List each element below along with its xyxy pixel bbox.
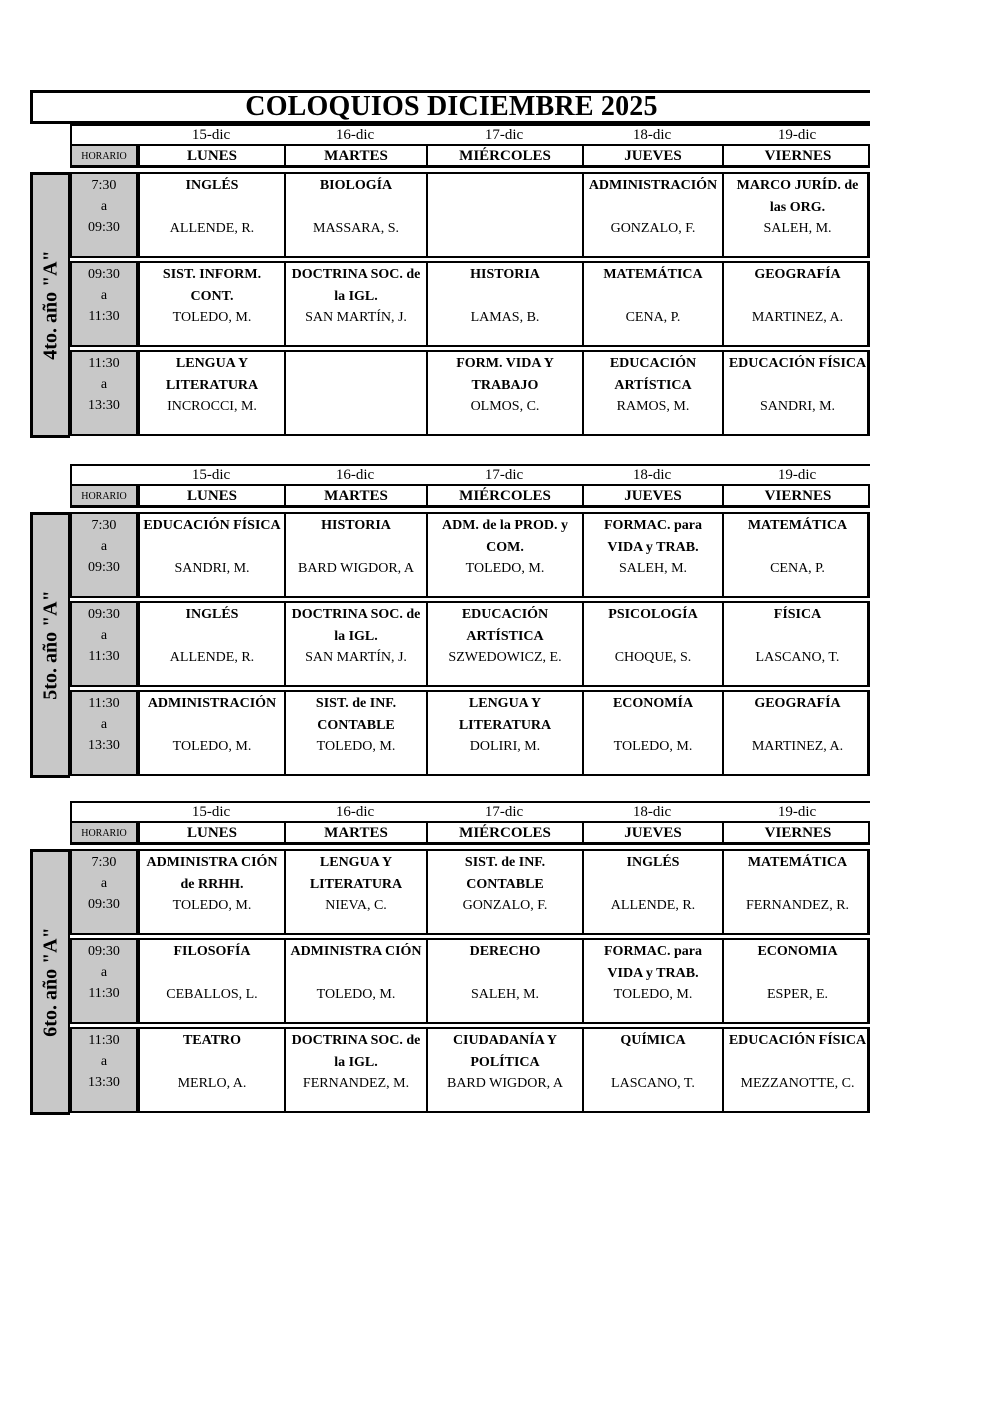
day-header: JUEVES (582, 486, 722, 505)
day-header: LUNES (138, 486, 284, 505)
schedule-block (30, 464, 872, 780)
teacher-name: DOLIRI, M. (469, 739, 541, 754)
teacher-name: GONZALO, F. (610, 221, 696, 236)
schedule-cell (722, 692, 871, 774)
schedule-cell (722, 940, 871, 1022)
time-connector: a (100, 539, 108, 554)
subject-name: COM. (486, 540, 524, 555)
schedule-cell (582, 263, 722, 345)
teacher-name: ALLENDE, R. (169, 650, 255, 665)
time-slot-row (70, 601, 870, 687)
time-range (72, 940, 138, 1022)
day-header: JUEVES (582, 823, 722, 842)
teacher-name: FERNANDEZ, M. (302, 1076, 410, 1091)
schedule-cell (722, 514, 871, 596)
subject-name: HISTORIA (470, 267, 540, 282)
time-range (72, 263, 138, 345)
subject-name: las ORG. (769, 200, 826, 215)
subject-name: LITERATURA (165, 378, 259, 393)
subject-name: LENGUA Y (175, 356, 249, 371)
date-label: 15-dic (191, 804, 231, 820)
subject-name: FORMAC. para (604, 518, 702, 533)
subject-name: CONTABLE (317, 718, 395, 733)
subject-name: VIDA y TRAB. (607, 966, 699, 981)
time-slot-row (70, 1027, 870, 1113)
subject-name: FORM. VIDA Y (456, 356, 554, 371)
teacher-name: BARD WIGDOR, A (446, 1076, 564, 1091)
day-header: VIERNES (722, 823, 872, 842)
subject-name: CIUDADANÍA Y (452, 1033, 558, 1048)
group-label: 6to. año "A" (39, 927, 61, 1037)
subject-name: EDUCACIÓN FÍSICA (728, 1033, 867, 1048)
teacher-name: SALEH, M. (470, 987, 540, 1002)
schedule-cell (138, 174, 284, 256)
day-header: MARTES (284, 823, 426, 842)
date-label: 16-dic (335, 127, 375, 143)
subject-name: la IGL. (334, 629, 378, 644)
time-slot-row (70, 261, 870, 347)
schedule-cell (284, 263, 426, 345)
group-label: 5to. año "A" (39, 590, 61, 700)
schedule-cell (426, 352, 582, 434)
time-end: 13:30 (88, 1075, 120, 1090)
teacher-name: SALEH, M. (618, 561, 688, 576)
subject-name: DOCTRINA SOC. de (291, 1033, 421, 1048)
teacher-name: ALLENDE, R. (610, 898, 696, 913)
horario-label: HORARIO (72, 146, 138, 165)
schedule-cell (284, 174, 426, 256)
schedule-cell (722, 603, 871, 685)
time-start: 7:30 (91, 518, 117, 533)
schedule-cell (426, 603, 582, 685)
time-end: 09:30 (88, 560, 120, 575)
teacher-name: NIEVA, C. (325, 898, 387, 913)
schedule-cell (138, 263, 284, 345)
schedule-cell (582, 1029, 722, 1111)
teacher-name: LASCANO, T. (755, 650, 840, 665)
subject-name: SIST. de INF. (464, 855, 546, 870)
teacher-name: TOLEDO, M. (172, 898, 252, 913)
time-slot-row (70, 849, 870, 935)
date-label: 17-dic (484, 804, 524, 820)
schedule-cell (426, 692, 582, 774)
subject-name: MARCO JURÍD. de (736, 178, 859, 193)
teacher-name: FERNANDEZ, R. (745, 898, 850, 913)
subject-name: DOCTRINA SOC. de (291, 607, 421, 622)
subject-name: la IGL. (334, 289, 378, 304)
time-end: 11:30 (88, 309, 120, 324)
teacher-name: SANDRI, M. (759, 399, 836, 414)
time-connector: a (100, 1054, 108, 1069)
schedule-cell (284, 1029, 426, 1111)
schedule-cell (138, 851, 284, 933)
teacher-name: CEBALLOS, L. (166, 987, 258, 1002)
day-header: MARTES (284, 146, 426, 165)
subject-name: CONTABLE (466, 877, 544, 892)
schedule-cell (426, 940, 582, 1022)
days-header (70, 144, 870, 168)
day-header: LUNES (138, 146, 284, 165)
time-start: 11:30 (88, 696, 120, 711)
subject-name: EDUCACIÓN (609, 356, 697, 371)
subject-name: POLÍTICA (470, 1055, 540, 1070)
dates-row (70, 124, 870, 144)
time-start: 11:30 (88, 356, 120, 371)
teacher-name: ESPER, E. (766, 987, 829, 1002)
time-start: 09:30 (88, 607, 120, 622)
subject-name: LITERATURA (309, 877, 403, 892)
teacher-name: RAMOS, M. (616, 399, 690, 414)
time-end: 11:30 (88, 649, 120, 664)
teacher-name: CHOQUE, S. (614, 650, 692, 665)
date-label: 19-dic (777, 127, 817, 143)
schedule-cell (582, 940, 722, 1022)
time-connector: a (100, 377, 108, 392)
subject-name: ECONOMÍA (612, 696, 694, 711)
subject-name: ADMINISTRACIÓN (147, 696, 277, 711)
subject-name: EDUCACIÓN (461, 607, 549, 622)
subject-name: GEOGRAFÍA (754, 696, 841, 711)
schedule-cell (138, 692, 284, 774)
schedule-cell (722, 851, 871, 933)
group-label-box (30, 512, 70, 778)
time-start: 7:30 (91, 855, 117, 870)
time-slot-row (70, 512, 870, 598)
time-start: 7:30 (91, 178, 117, 193)
teacher-name: TOLEDO, M. (316, 987, 396, 1002)
date-label: 19-dic (777, 804, 817, 820)
subject-name: HISTORIA (321, 518, 391, 533)
teacher-name: SAN MARTÍN, J. (305, 310, 407, 325)
subject-name: BIOLOGÍA (319, 178, 393, 193)
subject-name: ARTÍSTICA (614, 378, 692, 393)
schedule-cell (582, 174, 722, 256)
days-header (70, 484, 870, 508)
date-label: 19-dic (777, 467, 817, 483)
group-label-box (30, 849, 70, 1115)
subject-name: FORMAC. para (604, 944, 702, 959)
time-connector: a (100, 288, 108, 303)
time-connector: a (100, 628, 108, 643)
time-range (72, 514, 138, 596)
date-label: 17-dic (484, 467, 524, 483)
schedule-cell (582, 851, 722, 933)
teacher-name: TOLEDO, M. (613, 739, 693, 754)
schedule-cell (722, 352, 871, 434)
date-label: 15-dic (191, 127, 231, 143)
subject-name: GEOGRAFÍA (754, 267, 841, 282)
schedule-cell (284, 603, 426, 685)
teacher-name: TOLEDO, M. (613, 987, 693, 1002)
teacher-name: ALLENDE, R. (169, 221, 255, 236)
subject-name: INGLÉS (626, 855, 680, 870)
page-title: COLOQUIOS DICIEMBRE 2025 (245, 91, 658, 122)
teacher-name: LAMAS, B. (470, 310, 540, 325)
teacher-name: CENA, P. (770, 561, 825, 576)
subject-name: SIST. INFORM. (162, 267, 262, 282)
time-start: 11:30 (88, 1033, 120, 1048)
subject-name: LENGUA Y (468, 696, 542, 711)
time-range (72, 1029, 138, 1111)
time-start: 09:30 (88, 267, 120, 282)
subject-name: MATEMÁTICA (603, 267, 703, 282)
day-header: VIERNES (722, 486, 872, 505)
horario-label: HORARIO (72, 486, 138, 505)
day-header: MIÉRCOLES (426, 146, 582, 165)
subject-name: SIST. de INF. (315, 696, 397, 711)
time-connector: a (100, 965, 108, 980)
date-label: 15-dic (191, 467, 231, 483)
day-header: VIERNES (722, 146, 872, 165)
time-end: 09:30 (88, 897, 120, 912)
teacher-name: MERLO, A. (177, 1076, 247, 1091)
date-label: 18-dic (632, 804, 672, 820)
teacher-name: OLMOS, C. (470, 399, 540, 414)
schedule-cell (284, 352, 426, 434)
time-range (72, 851, 138, 933)
schedule-cell (138, 940, 284, 1022)
subject-name: ADMINISTRA CIÓN (146, 855, 278, 870)
schedule-cell (582, 514, 722, 596)
time-end: 13:30 (88, 398, 120, 413)
teacher-name: TOLEDO, M. (316, 739, 396, 754)
date-label: 16-dic (335, 804, 375, 820)
subject-name: de RRHH. (180, 877, 244, 892)
date-label: 17-dic (484, 127, 524, 143)
teacher-name: LASCANO, T. (611, 1076, 695, 1091)
schedule-cell (722, 263, 871, 345)
schedule-cell (138, 1029, 284, 1111)
title-box (30, 90, 870, 124)
schedule-cell (722, 174, 871, 256)
day-header: MIÉRCOLES (426, 486, 582, 505)
group-label: 4to. año "A" (39, 250, 61, 360)
time-end: 09:30 (88, 220, 120, 235)
schedule-cell (138, 352, 284, 434)
subject-name: DOCTRINA SOC. de (291, 267, 421, 282)
group-label-box (30, 172, 70, 438)
teacher-name: MEZZANOTTE, C. (740, 1076, 855, 1091)
time-connector: a (100, 199, 108, 214)
schedule-block (30, 124, 872, 440)
subject-name: ARTÍSTICA (466, 629, 544, 644)
teacher-name: MASSARA, S. (313, 221, 399, 236)
teacher-name: BARD WIGDOR, A (297, 561, 415, 576)
teacher-name: INCROCCI, M. (167, 399, 257, 414)
subject-name: ADM. de la PROD. y (442, 518, 568, 533)
teacher-name: MARTINEZ, A. (751, 310, 844, 325)
day-header: JUEVES (582, 146, 722, 165)
day-header: LUNES (138, 823, 284, 842)
schedule-cell (284, 851, 426, 933)
subject-name: VIDA y TRAB. (607, 540, 699, 555)
time-range (72, 174, 138, 256)
subject-name: LITERATURA (458, 718, 552, 733)
time-slot-row (70, 938, 870, 1024)
date-label: 18-dic (632, 127, 672, 143)
schedule-block (30, 801, 872, 1117)
schedule-cell (582, 692, 722, 774)
schedule-cell (426, 851, 582, 933)
day-header: MARTES (284, 486, 426, 505)
subject-name: la IGL. (334, 1055, 378, 1070)
time-range (72, 352, 138, 434)
dates-row (70, 801, 870, 821)
teacher-name: SALEH, M. (763, 221, 832, 236)
schedule-cell (426, 1029, 582, 1111)
day-header: MIÉRCOLES (426, 823, 582, 842)
subject-name: MATEMÁTICA (747, 855, 848, 870)
time-range (72, 692, 138, 774)
subject-name: EDUCACIÓN FÍSICA (728, 356, 867, 371)
subject-name: TEATRO (182, 1033, 242, 1048)
time-end: 11:30 (88, 986, 120, 1001)
days-header (70, 821, 870, 845)
teacher-name: CENA, P. (625, 310, 681, 325)
subject-name: ADMINISTRACIÓN (588, 178, 718, 193)
teacher-name: TOLEDO, M. (172, 310, 252, 325)
subject-name: ECONOMIA (757, 944, 838, 959)
subject-name: ADMINISTRA CIÓN (290, 944, 422, 959)
teacher-name: SZWEDOWICZ, E. (448, 650, 562, 665)
schedule-cell (284, 692, 426, 774)
teacher-name: MARTINEZ, A. (751, 739, 844, 754)
subject-name: QUÍMICA (620, 1033, 686, 1048)
subject-name: CONT. (190, 289, 234, 304)
subject-name: LENGUA Y (319, 855, 393, 870)
dates-row (70, 464, 870, 484)
subject-name: MATEMÁTICA (747, 518, 848, 533)
schedule-cell (284, 514, 426, 596)
teacher-name: GONZALO, F. (462, 898, 548, 913)
subject-name: INGLÉS (185, 607, 239, 622)
date-label: 18-dic (632, 467, 672, 483)
schedule-cell (722, 1029, 871, 1111)
time-end: 13:30 (88, 738, 120, 753)
subject-name: TRABAJO (471, 378, 539, 393)
date-label: 16-dic (335, 467, 375, 483)
teacher-name: SANDRI, M. (174, 561, 250, 576)
time-start: 09:30 (88, 944, 120, 959)
time-range (72, 603, 138, 685)
schedule-cell (284, 940, 426, 1022)
subject-name: FÍSICA (773, 607, 822, 622)
schedule-cell (138, 514, 284, 596)
time-slot-row (70, 690, 870, 776)
subject-name: INGLÉS (185, 178, 239, 193)
subject-name: EDUCACIÓN FÍSICA (143, 518, 281, 533)
teacher-name: SAN MARTÍN, J. (305, 650, 407, 665)
schedule-cell (582, 603, 722, 685)
subject-name: FILOSOFÍA (173, 944, 251, 959)
subject-name: PSICOLOGÍA (608, 607, 698, 622)
teacher-name: TOLEDO, M. (172, 739, 252, 754)
schedule-cell (426, 174, 582, 256)
time-connector: a (100, 717, 108, 732)
schedule-cell (582, 352, 722, 434)
horario-label: HORARIO (72, 823, 138, 842)
subject-name: DERECHO (469, 944, 541, 959)
schedule-cell (426, 514, 582, 596)
time-slot-row (70, 172, 870, 258)
teacher-name: TOLEDO, M. (465, 561, 545, 576)
schedule-cell (426, 263, 582, 345)
schedule-cell (138, 603, 284, 685)
time-connector: a (100, 876, 108, 891)
time-slot-row (70, 350, 870, 436)
